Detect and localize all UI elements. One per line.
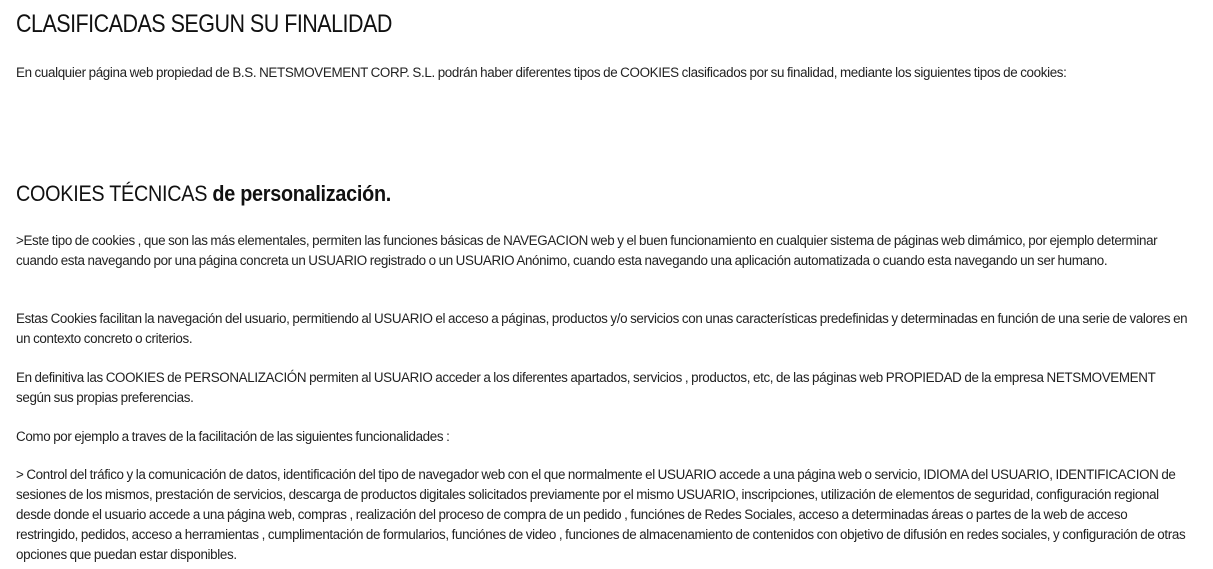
page-title: CLASIFICADAS SEGUN SU FINALIDAD [16,10,392,38]
section-title-main: COOKIES TÉCNICAS [16,181,213,206]
section-title [16,181,391,207]
paragraph-example-intro: Como por ejemplo a traves de la facilitación de las siguientes funcionalidades : [16,429,450,444]
section-title-sub: de personalización. [212,181,392,206]
intro-paragraph: En cualquier página web propiedad de B.S. NETSMOVEMENT CORP. S.L. podrán haber diferentes tipos de COOKIES clasificados por su finalidad, mediante los siguientes tipos de cookies: [16,65,1067,80]
paragraph-cookie-definition: >Este tipo de cookies , que son las más elementales, permiten las funciones básicas de NAVEGACION web y el buen funcionamiento en cualquier sistema de páginas web dimámico, por ejemplo determinar cuando esta navegando por una página concreta un USUARIO registrado o un USUARIO Anónimo, cuando esta navegando una aplicación automatizada o cuando esta navegando un ser humano. [16,233,1158,268]
paragraph-personalization: En definitiva las COOKIES de PERSONALIZACIÓN permiten al USUARIO acceder a los diferentes apartados, servicios , productos, etc, de las páginas web PROPIEDAD de la empresa NETSMOVEMENT según sus propias preferencias. [16,370,1156,405]
paragraph-navigation: Estas Cookies facilitan la navegación del usuario, permitiendo al USUARIO el acceso a páginas, productos y/o servicios con unas características predefinidas y determinadas en función de una serie de valores en un contexto concreto o criterios. [16,311,1188,346]
paragraph-functionalities: > Control del tráfico y la comunicación de datos, identificación del tipo de navegador web con el que normalmente el USUARIO accede a una página web o servicio, IDIOMA del USUARIO, IDENTIFICACION de sesiones de los mismos, prestación de servicios, descarga de productos digitales solicitados previamente por el mismo USUARIO, inscripciones, utilización de elementos de seguridad, configuración regional desde donde el usuario accede a una página web, compras , realización del proceso de compra de un pedido , funciónes de Redes Sociales, acceso a determinadas áreas o partes de la web de acceso restringido, pedidos, acceso a herramientas , cumplimentación de formularios, funciónes de video , funciones de almacenamiento de contenidos con objetivo de difusión en redes sociales, y configuración de otras opciones que puedan estar disponibles. [16,467,1186,562]
